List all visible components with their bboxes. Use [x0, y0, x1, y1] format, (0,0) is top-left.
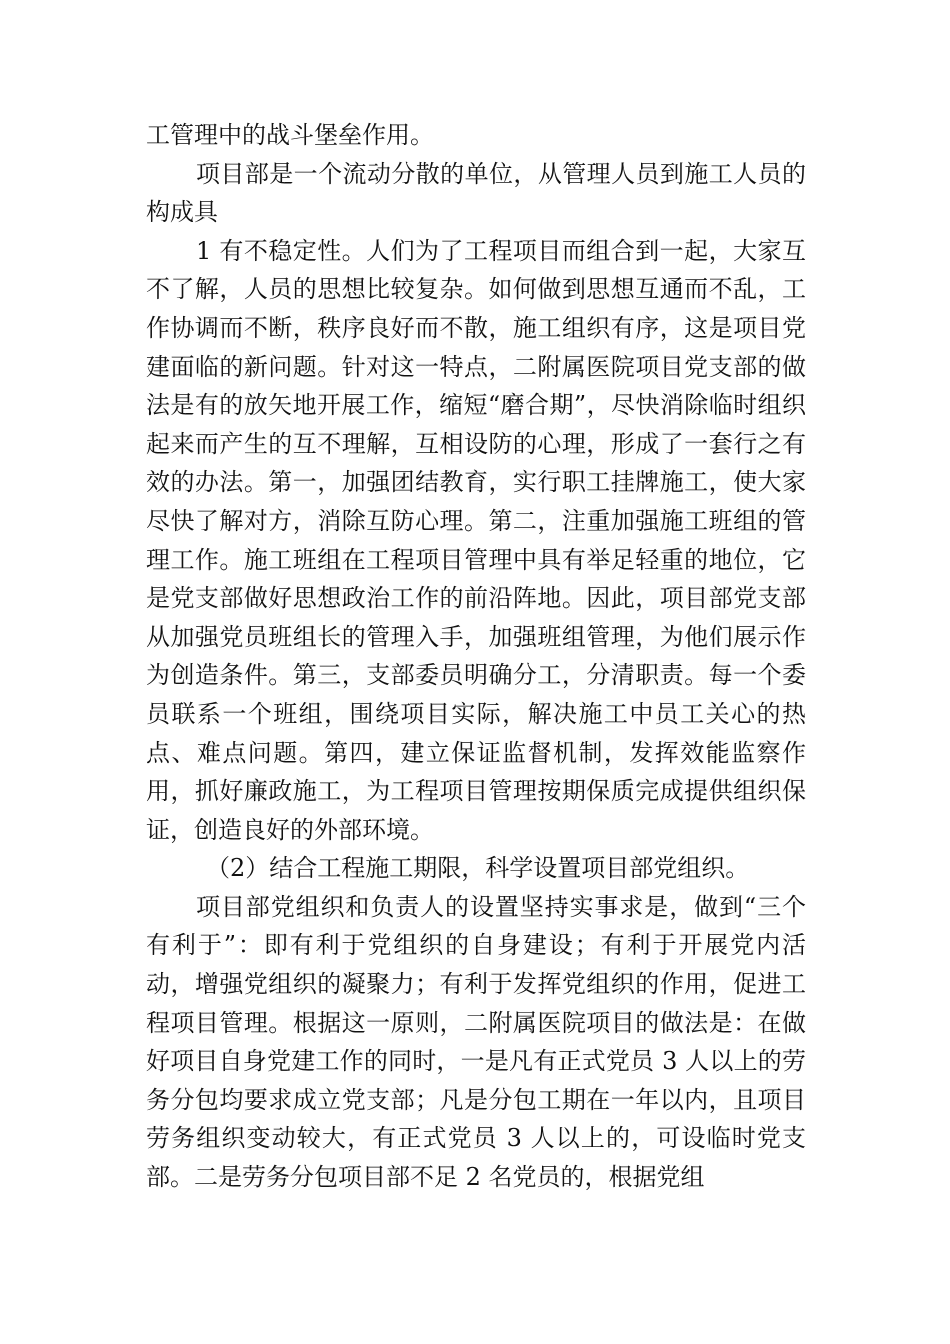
section-heading-2: （2）结合工程施工期限，科学设置项目部党组织。: [206, 854, 750, 883]
paragraph-instability: 1 有不稳定性。人们为了工程项目而组合到一起，大家互不了解，人员的思想比较复杂。如何做到思想互通而不乱，工作协调而不断，秩序良好而不散，施工组织有序，这是项目党建面临的新问题。针对这一特点，二附属医院项目党支部的做法是有的放矢地开展工作，缩短“磨合期”，尽快消除临时组织起来而产生的互不理解，互相设防的心理，形成了一套行之有效的办法。第一，加强团结教育，实行职工挂牌施工，使大家尽快了解对方，消除互防心理。第二，注重加强施工班组的管理工作。施工班组在工程项目管理中具有举足轻重的地位，它是党支部做好思想政治工作的前沿阵地。因此，项目部党支部从加强党员班组长的管理入手，加强班组管理，为他们展示作为创造条件。第三，支部委员明确分工，分清职责。每一个委员联系一个班组，围绕项目实际，解决施工中员工关心的热点、难点问题。第四，建立保证监督机制，发挥效能监察作用，抓好廉政施工，为工程项目管理按期保质完成提供组织保证，创造良好的外部环境。: [146, 236, 806, 844]
paragraph-party-organization: 项目部党组织和负责人的设置坚持实事求是，做到“三个有利于”：即有利于党组织的自身建设；有利于开展党内活动，增强党组织的凝聚力；有利于发挥党组织的作用，促进工程项目管理。根据这一原则，二附属医院项目的做法是：在做好项目自身党建工作的同时，一是凡有正式党员 3 人以上的劳务分包均要求成立党支部；凡是分包工期在一年以内，且项目劳务组织变动较大，有正式党员 3 人以上的，可设临时党支部。二是劳务分包项目部不足 2 名党员的，根据党组: [146, 892, 806, 1192]
document-page: [146, 116, 806, 1197]
paragraph-continuation: 工管理中的战斗堡垒作用。: [146, 121, 434, 149]
paragraph-project-department: 项目部是一个流动分散的单位，从管理人员到施工人员的构成具: [146, 159, 806, 227]
